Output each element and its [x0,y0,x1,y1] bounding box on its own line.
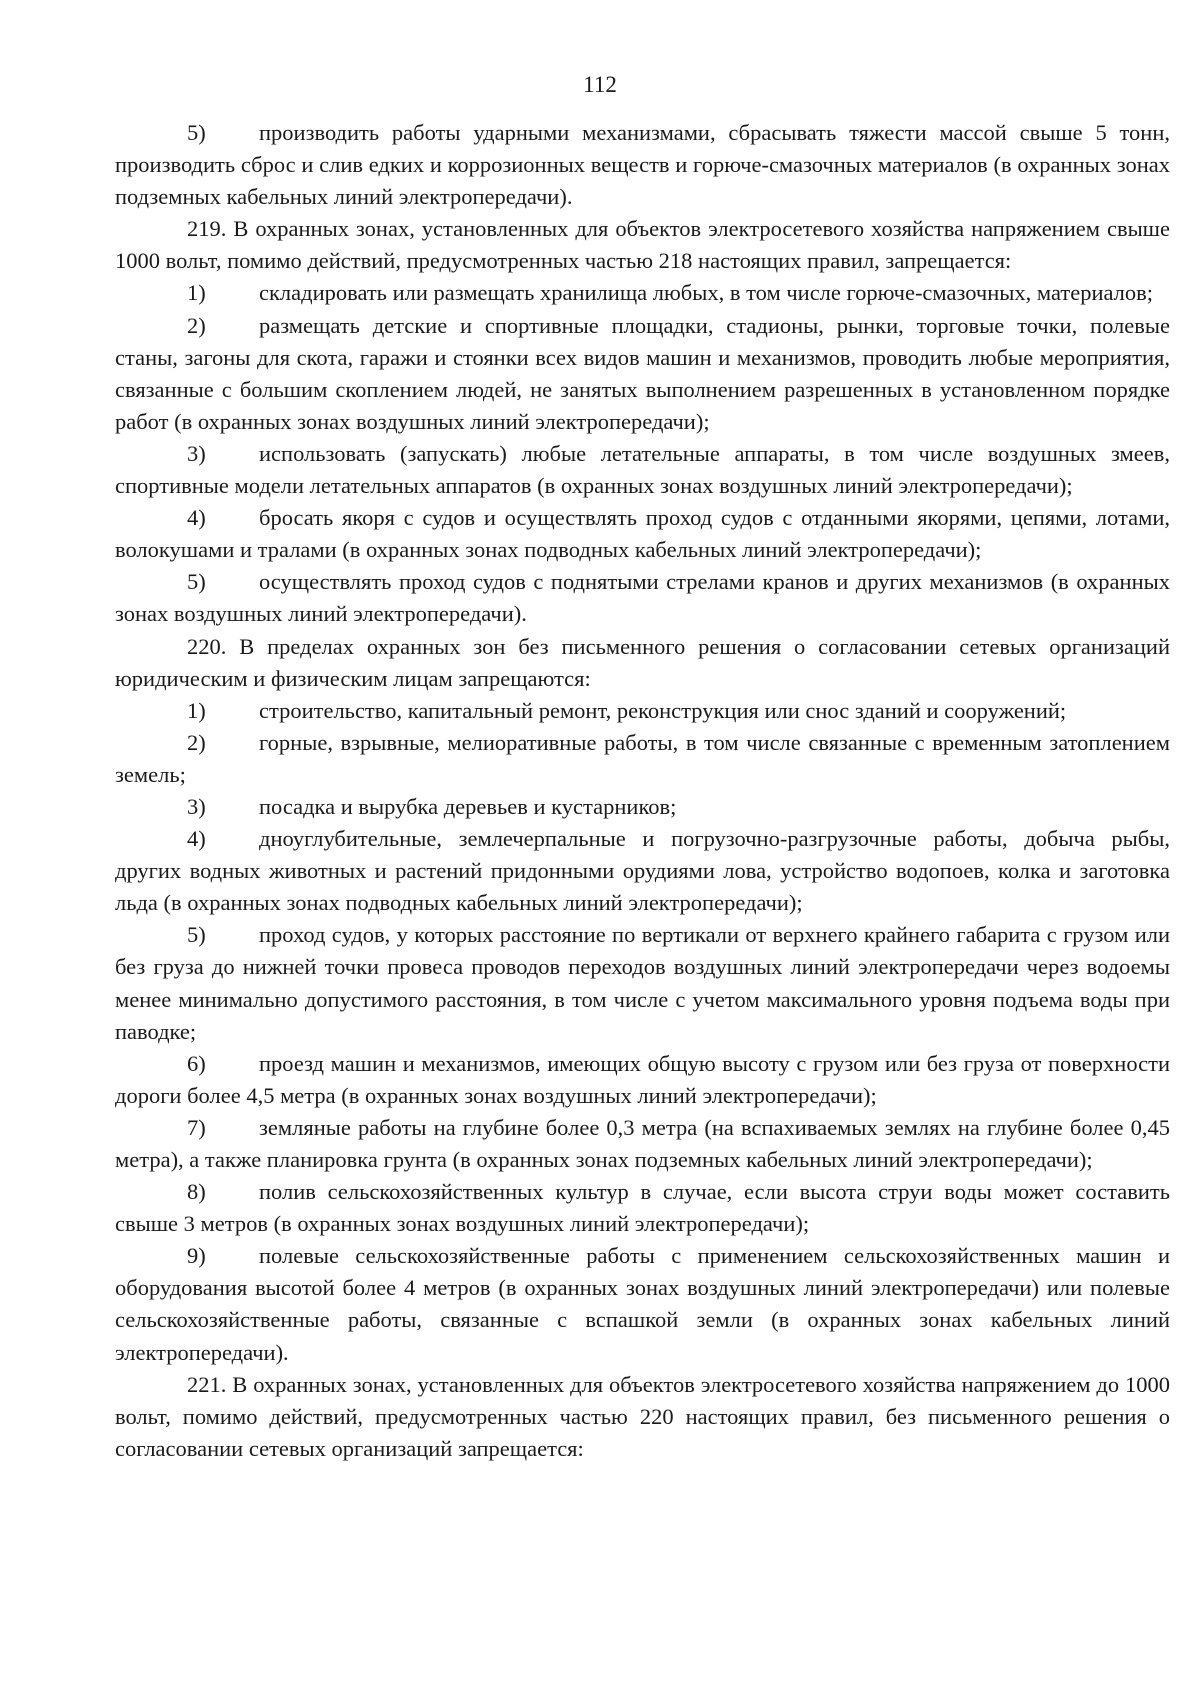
list-item-text: бросать якоря с судов и осуществлять проход судов с отданными якорями, цепями, лотами, волокушами и тралами (в охранных зонах подводных кабельных линий электропередачи); [115,505,1170,563]
list-item [115,919,1170,1047]
list-item-text: полив сельскохозяйственных культур в случае, если высота струи воды может составить свыше 3 метров (в охранных зонах воздушных линий электропередачи); [115,1179,1170,1237]
list-item-text: горные, взрывные, мелиоративные работы, в том числе связанные с временным затоплением земель; [115,729,1170,787]
list-item [115,823,1170,919]
list-item [115,791,1170,823]
list-item-number: 9) [187,1243,206,1269]
list-item-text: проход судов, у которых расстояние по вертикали от верхнего крайнего габарита с грузом или без груза до нижней точки провеса проводов переходов воздушных линий электропередачи через водоемы менее минимально допустимого расстояния, в том числе с учетом максимального уровня подъема воды при паводке; [115,922,1170,1044]
list-item [115,310,1170,438]
list-item-number: 5) [187,120,206,145]
list-item-number: 4) [187,826,206,852]
list-item [115,1176,1170,1240]
list-item-text: использовать (запускать) любые летательные аппараты, в том числе воздушных змеев, спортивные модели летательных аппаратов (в охранных зонах воздушных линий электропередачи); [115,440,1170,499]
list-item [115,1240,1170,1368]
paragraph-text: 219. В охранных зонах, установленных для объектов электросетевого хозяйства напряжением свыше 1000 вольт, помимо действий, предусмотренных частью 218 настоящих правил, запрещается: [115,216,1170,274]
list-item-number: 4) [187,505,206,531]
page-number: 112 [583,72,617,97]
list-item-number: 3) [187,440,206,466]
paragraph [115,1369,1170,1465]
list-item [115,1112,1170,1176]
list-item [115,277,1170,309]
list-item-text: складировать или размещать хранилища любых, в том числе горюче-смазочных, материалов; [259,280,1154,306]
list-item-text: осуществлять проход судов с поднятыми стрелами кранов и других механизмов (в охранных зонах воздушных линий электропередачи). [115,569,1170,627]
paragraph-text: 221. В охранных зонах, установленных для объектов электросетевого хозяйства напряжением до 1000 вольт, помимо действий, предусмотренных частью 220 настоящих правил, без письменного решения о согласовании сетевых организаций запрещается: [115,1371,1170,1461]
list-item-number: 6) [187,1050,206,1076]
list-item [115,727,1170,791]
list-item-text: производить работы ударными механизмами, сбрасывать тяжести массой свыше 5 тонн, производить сброс и слив едких и коррозионных веществ и горюче-смазочных материалов (в охранных зонах подземных кабельных линий электропередачи). [115,120,1170,210]
list-item-number: 7) [187,1114,206,1140]
list-item-text: дноуглубительные, землечерпальные и погрузочно-разгрузочные работы, добыча рыбы, других водных животных и растений придонными орудиями лова, устройство водопоев, колка и заготовка льда (в охранных зонах подводных кабельных линий электропередачи); [115,826,1170,916]
list-item-text: размещать детские и спортивные площадки, стадионы, рынки, торговые точки, полевые станы, загоны для скота, гаражи и стоянки всех видов машин и механизмов, проводить любые мероприятия, связанные с большим скоплением людей, не занятых выполнением разрешенных в установленном порядке работ (в охранных зонах воздушных линий электропередачи); [115,312,1170,434]
paragraph-text: 220. В пределах охранных зон без письменного решения о согласовании сетевых организаций юридическим и физическим лицам запрещаются: [115,633,1170,691]
paragraph [115,631,1170,695]
list-item [115,438,1170,502]
list-item-number: 2) [187,729,206,755]
list-item-text: посадка и вырубка деревьев и кустарников; [259,793,677,819]
paragraph [115,213,1170,277]
list-item-text: земляные работы на глубине более 0,3 метра (на вспахиваемых землях на глубине более 0,45 метра), а также планировка грунта (в охранных зонах подземных кабельных линий электропередачи); [115,1114,1170,1172]
list-item-number: 2) [187,312,206,338]
list-item-number: 3) [187,793,206,819]
list-item [115,117,1170,213]
list-item [115,1048,1170,1112]
list-item-number: 8) [187,1179,206,1205]
document-body [115,117,1170,1465]
list-item-text: полевые сельскохозяйственные работы с применением сельскохозяйственных машин и оборудования высотой более 4 метров (в охранных зонах воздушных линий электропередачи) или полевые сельскохозяйственные работы, связанные с вспашкой земли (в охранных зонах кабельных линий электропередачи). [115,1243,1170,1365]
list-item [115,695,1170,727]
list-item-text: проезд машин и механизмов, имеющих общую высоту с грузом или без груза от поверхности дороги более 4,5 метра (в охранных зонах воздушных линий электропередачи); [115,1050,1170,1108]
list-item [115,502,1170,566]
list-item-number: 5) [187,922,206,948]
list-item-number: 1) [187,697,206,723]
list-item-text: строительство, капитальный ремонт, реконструкция или снос зданий и сооружений; [259,697,1067,723]
list-item-number: 1) [187,280,206,306]
list-item [115,566,1170,630]
list-item-number: 5) [187,569,206,595]
